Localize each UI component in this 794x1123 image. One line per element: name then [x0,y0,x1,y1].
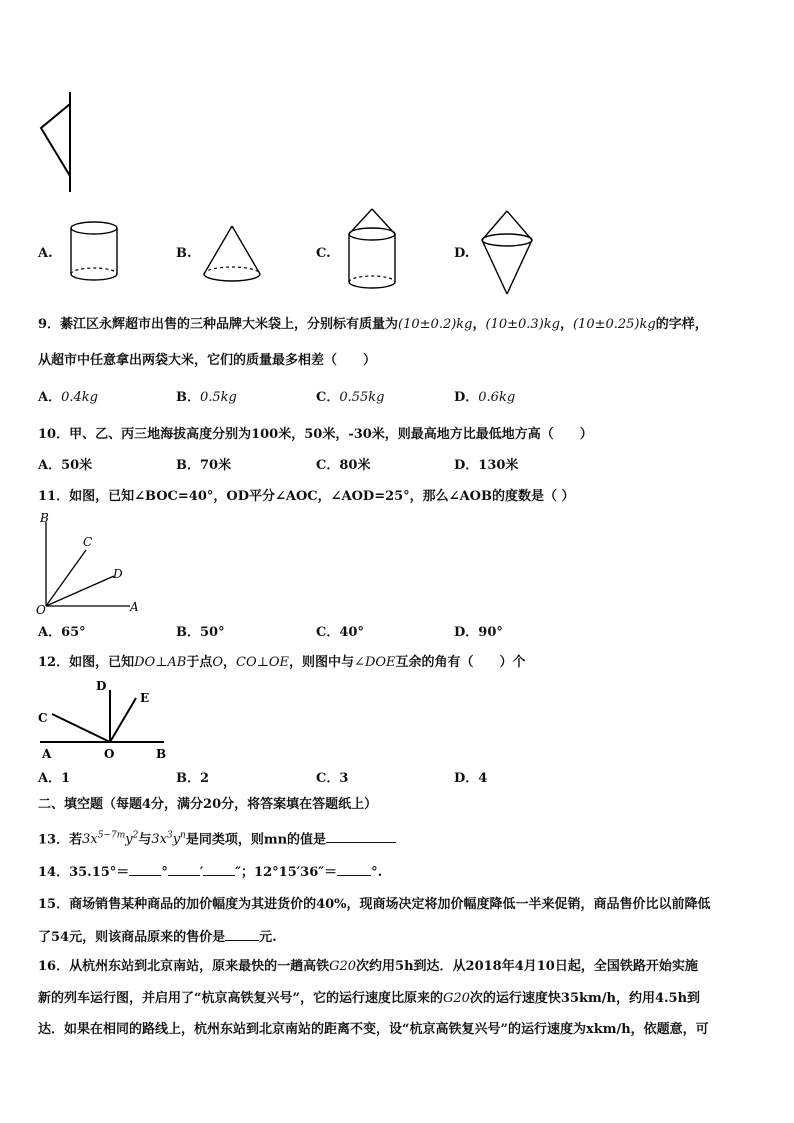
q16-train-g20: G20 [329,959,357,974]
q12-math-4: ∠DOE [354,655,396,670]
q9-option-a[interactable] [38,390,98,406]
q13-term-2 [151,832,186,847]
q11-option-a[interactable]: A．65° [38,625,86,640]
q16-text-b: 次约用5h到达．从2018年4月10日起，全国铁路开始实施 [356,959,698,974]
q10-question: 10．甲、乙、丙三地海拔高度分别为100米，50米，-30米，则最高地方比最低地方高（ ） [38,427,593,442]
q9-text-a: 9．綦江区永辉超市出售的三种品牌大米袋上，分别标有质量为 [38,317,399,332]
q12-text-b: 于点 [186,655,213,670]
q9-question [38,317,708,333]
q10-option-a[interactable]: A．50米 [38,458,93,473]
q12-math-2: O [212,655,224,670]
q13-term-1-y: y [125,832,133,848]
q8-option-c-label[interactable]: C. [316,246,331,261]
q9-sep-2: ， [559,317,573,332]
q8-option-d-label[interactable]: D. [454,246,470,261]
q14-decimal-blank[interactable] [337,863,371,876]
q16-train-g20-2: G20 [442,991,470,1006]
q8-option-b-label[interactable]: B. [176,246,192,261]
q9-option-a-label: A． [38,390,62,405]
q13-text-b: 是同类项，则mn的值是 [185,832,327,848]
q11-label-o: O [36,603,46,617]
q15-text-b: 元. [259,930,277,945]
q16-text-a: 16．从杭州东站到北京南站，原来最快的一趟高铁 [38,959,330,974]
q14-minute-blank[interactable] [168,863,200,876]
q13-term-2-yexp: n [180,831,186,841]
q11-label-b: B [40,511,49,525]
q15-question: 15．商场销售某种商品的加价幅度为其进货价的40%，现商场决定将加价幅度降低一半来促销，商品售价比以前降低 [38,897,711,912]
q11-option-d[interactable]: D．90° [454,625,503,640]
q11-option-b[interactable]: B．50° [176,625,225,640]
q13-text-mid: 与 [138,832,152,848]
q11-label-d: D [113,567,123,581]
rotation-figure [36,88,80,196]
q10-option-c[interactable]: C．80米 [316,458,371,473]
q12-text-d: ，则图中与 [289,655,355,670]
q13-question [38,828,396,848]
q9-option-a-value: 0.4kg [61,390,98,405]
q12-math-3: CO⊥OE [236,655,290,670]
q13-answer-blank[interactable] [326,830,396,843]
q12-option-d[interactable]: D．4 [454,771,488,786]
q9-option-d-value: 0.6kg [478,390,516,405]
q12-label-e: E [140,691,150,705]
q8-option-a-label[interactable]: A. [38,246,53,261]
q12-label-a: A [42,747,52,761]
q12-option-b[interactable]: B．2 [176,771,210,786]
q9-option-c-label: C． [316,390,340,405]
q14-minute-symbol: ′ [199,865,204,880]
q12-label-c: C [38,711,48,725]
q9-mass-3: (10±0.25)kg [572,317,656,332]
q11-option-c[interactable]: C．40° [316,625,364,640]
q15-text-a: 了54元，则该商品原来的售价是 [38,930,226,945]
q16-question-line2 [38,991,700,1007]
cone-figure[interactable] [200,222,264,286]
q12-text-c: ， [223,655,237,670]
q9-option-c[interactable] [316,390,385,406]
q14-text-end: °. [371,865,383,880]
q13-term-2-base: 3x [151,832,167,848]
q12-label-b: B [156,747,167,761]
q16-text-d: 次的运行速度快35km/h，约用4.5h到 [469,991,701,1006]
q11-label-c: C [83,535,93,549]
q9-option-b[interactable] [176,390,237,406]
q11-angle-figure [34,508,144,618]
q16-question-line3: 达．如果在相同的路线上，杭州东站到北京南站的距离不变，设“杭京高铁复兴号”的运行速度为xkm/h，依题意，可 [38,1022,709,1037]
q9-mass-2: (10±0.3)kg [485,317,560,332]
double-cone-figure[interactable] [478,208,536,298]
q13-term-1-base: 3x [82,832,98,848]
q9-option-d[interactable] [454,390,515,406]
cone-on-cylinder-figure[interactable] [344,206,400,294]
q9-text-b: 的字样， [655,317,708,332]
q9-option-b-label: B． [176,390,200,405]
q12-angle-figure [34,676,170,764]
q12-text-e: 互余的角有（ ）个 [395,655,526,670]
q13-term-2-y: y [172,832,181,848]
q12-option-a[interactable]: A．1 [38,771,71,786]
q10-option-b[interactable]: B．70米 [176,458,232,473]
q12-math-1: DO⊥AB [134,655,187,670]
q13-term-1 [82,832,138,847]
q12-question [38,655,526,671]
q12-label-o: O [104,747,115,761]
q13-term-1-yexp: 2 [132,831,139,841]
q9-question-line2: 从超市中任意拿出两袋大米，它们的质量最多相差（ ） [38,353,377,368]
q13-text-a: 13．若 [38,832,83,848]
cylinder-figure[interactable] [66,218,122,286]
q11-label-a: A [130,600,139,614]
q16-question [38,959,698,975]
q14-text-a: 14．35.15°＝ [38,865,130,880]
q12-label-d: D [96,679,107,693]
q14-degree-symbol: ° [161,865,168,880]
q14-second-blank[interactable] [203,863,235,876]
q9-option-c-value: 0.55kg [339,390,385,405]
q9-option-b-value: 0.5kg [200,390,237,405]
q10-option-d[interactable]: D．130米 [454,458,519,473]
q11-question: 11．如图，已知∠BOC=40°，OD平分∠AOC，∠AOD=25°，那么∠AOB的度数是（ ） [38,489,575,504]
q16-text-c: 新的列车运行图，并启用了“杭京高铁复兴号”，它的运行速度比原来的 [38,991,443,1006]
q12-option-c[interactable]: C．3 [316,771,349,786]
q9-option-d-label: D． [454,390,479,405]
q14-degree-blank[interactable] [129,863,161,876]
q14-question [38,863,382,881]
section-2-heading: 二、填空题（每题4分，满分20分，将答案填在答题纸上） [38,797,378,812]
q13-term-2-exp: 3 [166,831,173,841]
q15-question-line2 [38,928,277,946]
q13-term-1-exp: 5−7m [97,831,126,841]
q9-sep-1: ， [472,317,486,332]
q9-mass-1: (10±0.2)kg [398,317,473,332]
q12-text-a: 12．如图，已知 [38,655,135,670]
q14-text-b: ″；12°15′36″＝ [235,865,338,880]
q15-answer-blank[interactable] [225,928,259,941]
